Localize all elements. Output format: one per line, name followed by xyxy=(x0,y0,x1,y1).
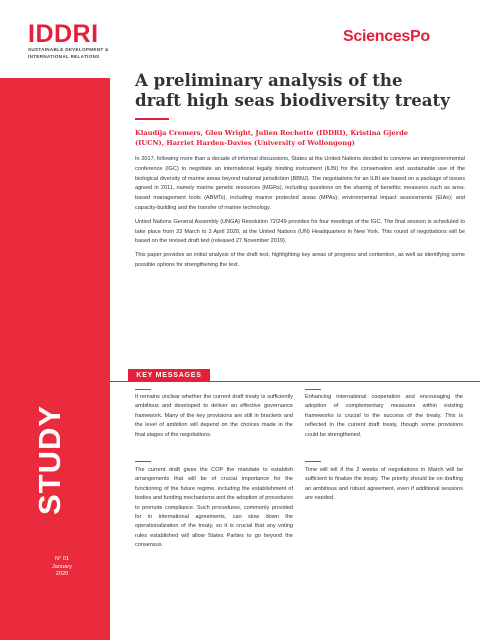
sciencespo-logo: SciencesPo xyxy=(343,28,430,45)
key-message-2: Enhancing international cooperation and encouraging the adoption of complementary measures within existing frameworks is crucial to the success of the treaty. This is reflected in the current draft treaty, though some provisions could be strengthened. xyxy=(305,394,463,438)
page-title xyxy=(135,70,455,110)
key-message-3: The current draft gives the COP the mandate to establish arrangements that will be of crucial importance for the functioning of the future regime, including the establishment of bodies and funding mechanisms and the adoption of procedures to promote compliance. Such procedures, commonly provided for in international agreements, can slow down the operationalization of the treaty, so it is crucial that any voting rules established will allow States Parties to go beyond the consensus. xyxy=(135,467,293,549)
abstract-paragraph-2: United Nations General Assembly (UNGA) Resolution 72/249 provides for four meetings of the IGC. The final session is scheduled to take place from 23 March to 3 April 2020, at the United Nations (UN) Headquarters in New York. This round of negotiations will be based on the revised draft text (released 27 November 2019). xyxy=(135,218,465,245)
message-rule-3 xyxy=(135,461,151,462)
message-rule-2 xyxy=(305,389,321,390)
key-messages-heading: KEY MESSAGES xyxy=(128,369,210,382)
abstract-paragraph-3: This paper provides an initial analysis of the draft text, highlighting key areas of progress and contention, as well as identifying some possible options for strengthening the text. xyxy=(135,252,465,268)
title-line-1: A preliminary analysis of the xyxy=(135,70,403,90)
issue-number: N° 01 xyxy=(54,556,70,562)
issue-year: 2020 xyxy=(55,571,69,578)
authors-line-2: (IUCN), Harriet Harden-Davies (University of Wollongong) xyxy=(135,139,355,147)
logo-sub-line-2: INTERNATIONAL RELATIONS xyxy=(28,53,100,59)
issue-month: January xyxy=(52,563,72,570)
authors xyxy=(135,128,465,148)
abstract-paragraph-1: In 2017, following more than a decade of informal discussions, States at the United Nations decided to convene an intergovernmental conference (IGC) to negotiate an international legally binding instrument (ILBI) for the conservation and sustainable use of the biological diversity of marine areas beyond national jurisdiction (BBNJ). The negotiations for an ILBI are based on a package of issues agreed in 2011, namely marine genetic resources (MGRs), including questions on the sharing of benefits; measures such as area-based management tools (ABMTs), including marine protected areas (MPAs); environmental impact assessments (EIAs); and capacity-building and the transfer of marine technology. xyxy=(135,156,465,211)
key-message-4: Time will tell if the 2 weeks of negotiations in March will be sufficient to finalize the treaty. The priority should be on drafting an ambitious and robust agreement, even if additional sessions are needed. xyxy=(305,467,463,502)
authors-line-1: Klaudija Cremers, Glen Wright, Julien Rochette (IDDRI), Kristina Gjerde xyxy=(135,129,409,137)
title-line-2: draft high seas biodiversity treaty xyxy=(135,90,450,110)
key-message-1: It remains unclear whether the current draft treaty is sufficiently ambitious and developed to deliver an effective governance framework. Many of the key provisions are still in brackets and the level of ambition will depend on the choices made in the final stages of the negotiations. xyxy=(135,394,293,438)
title-rule xyxy=(135,118,169,120)
logo-sub-line-1: SUSTAINABLE DEVELOPMENT & xyxy=(28,47,109,52)
iddri-logo-subtitle xyxy=(28,47,109,60)
message-rule-4 xyxy=(305,461,321,462)
issue-info xyxy=(42,556,82,579)
iddri-logo: IDDRI xyxy=(28,20,99,48)
message-rule-1 xyxy=(135,389,151,390)
abstract xyxy=(135,155,465,275)
document-type-label: STUDY xyxy=(32,404,67,515)
